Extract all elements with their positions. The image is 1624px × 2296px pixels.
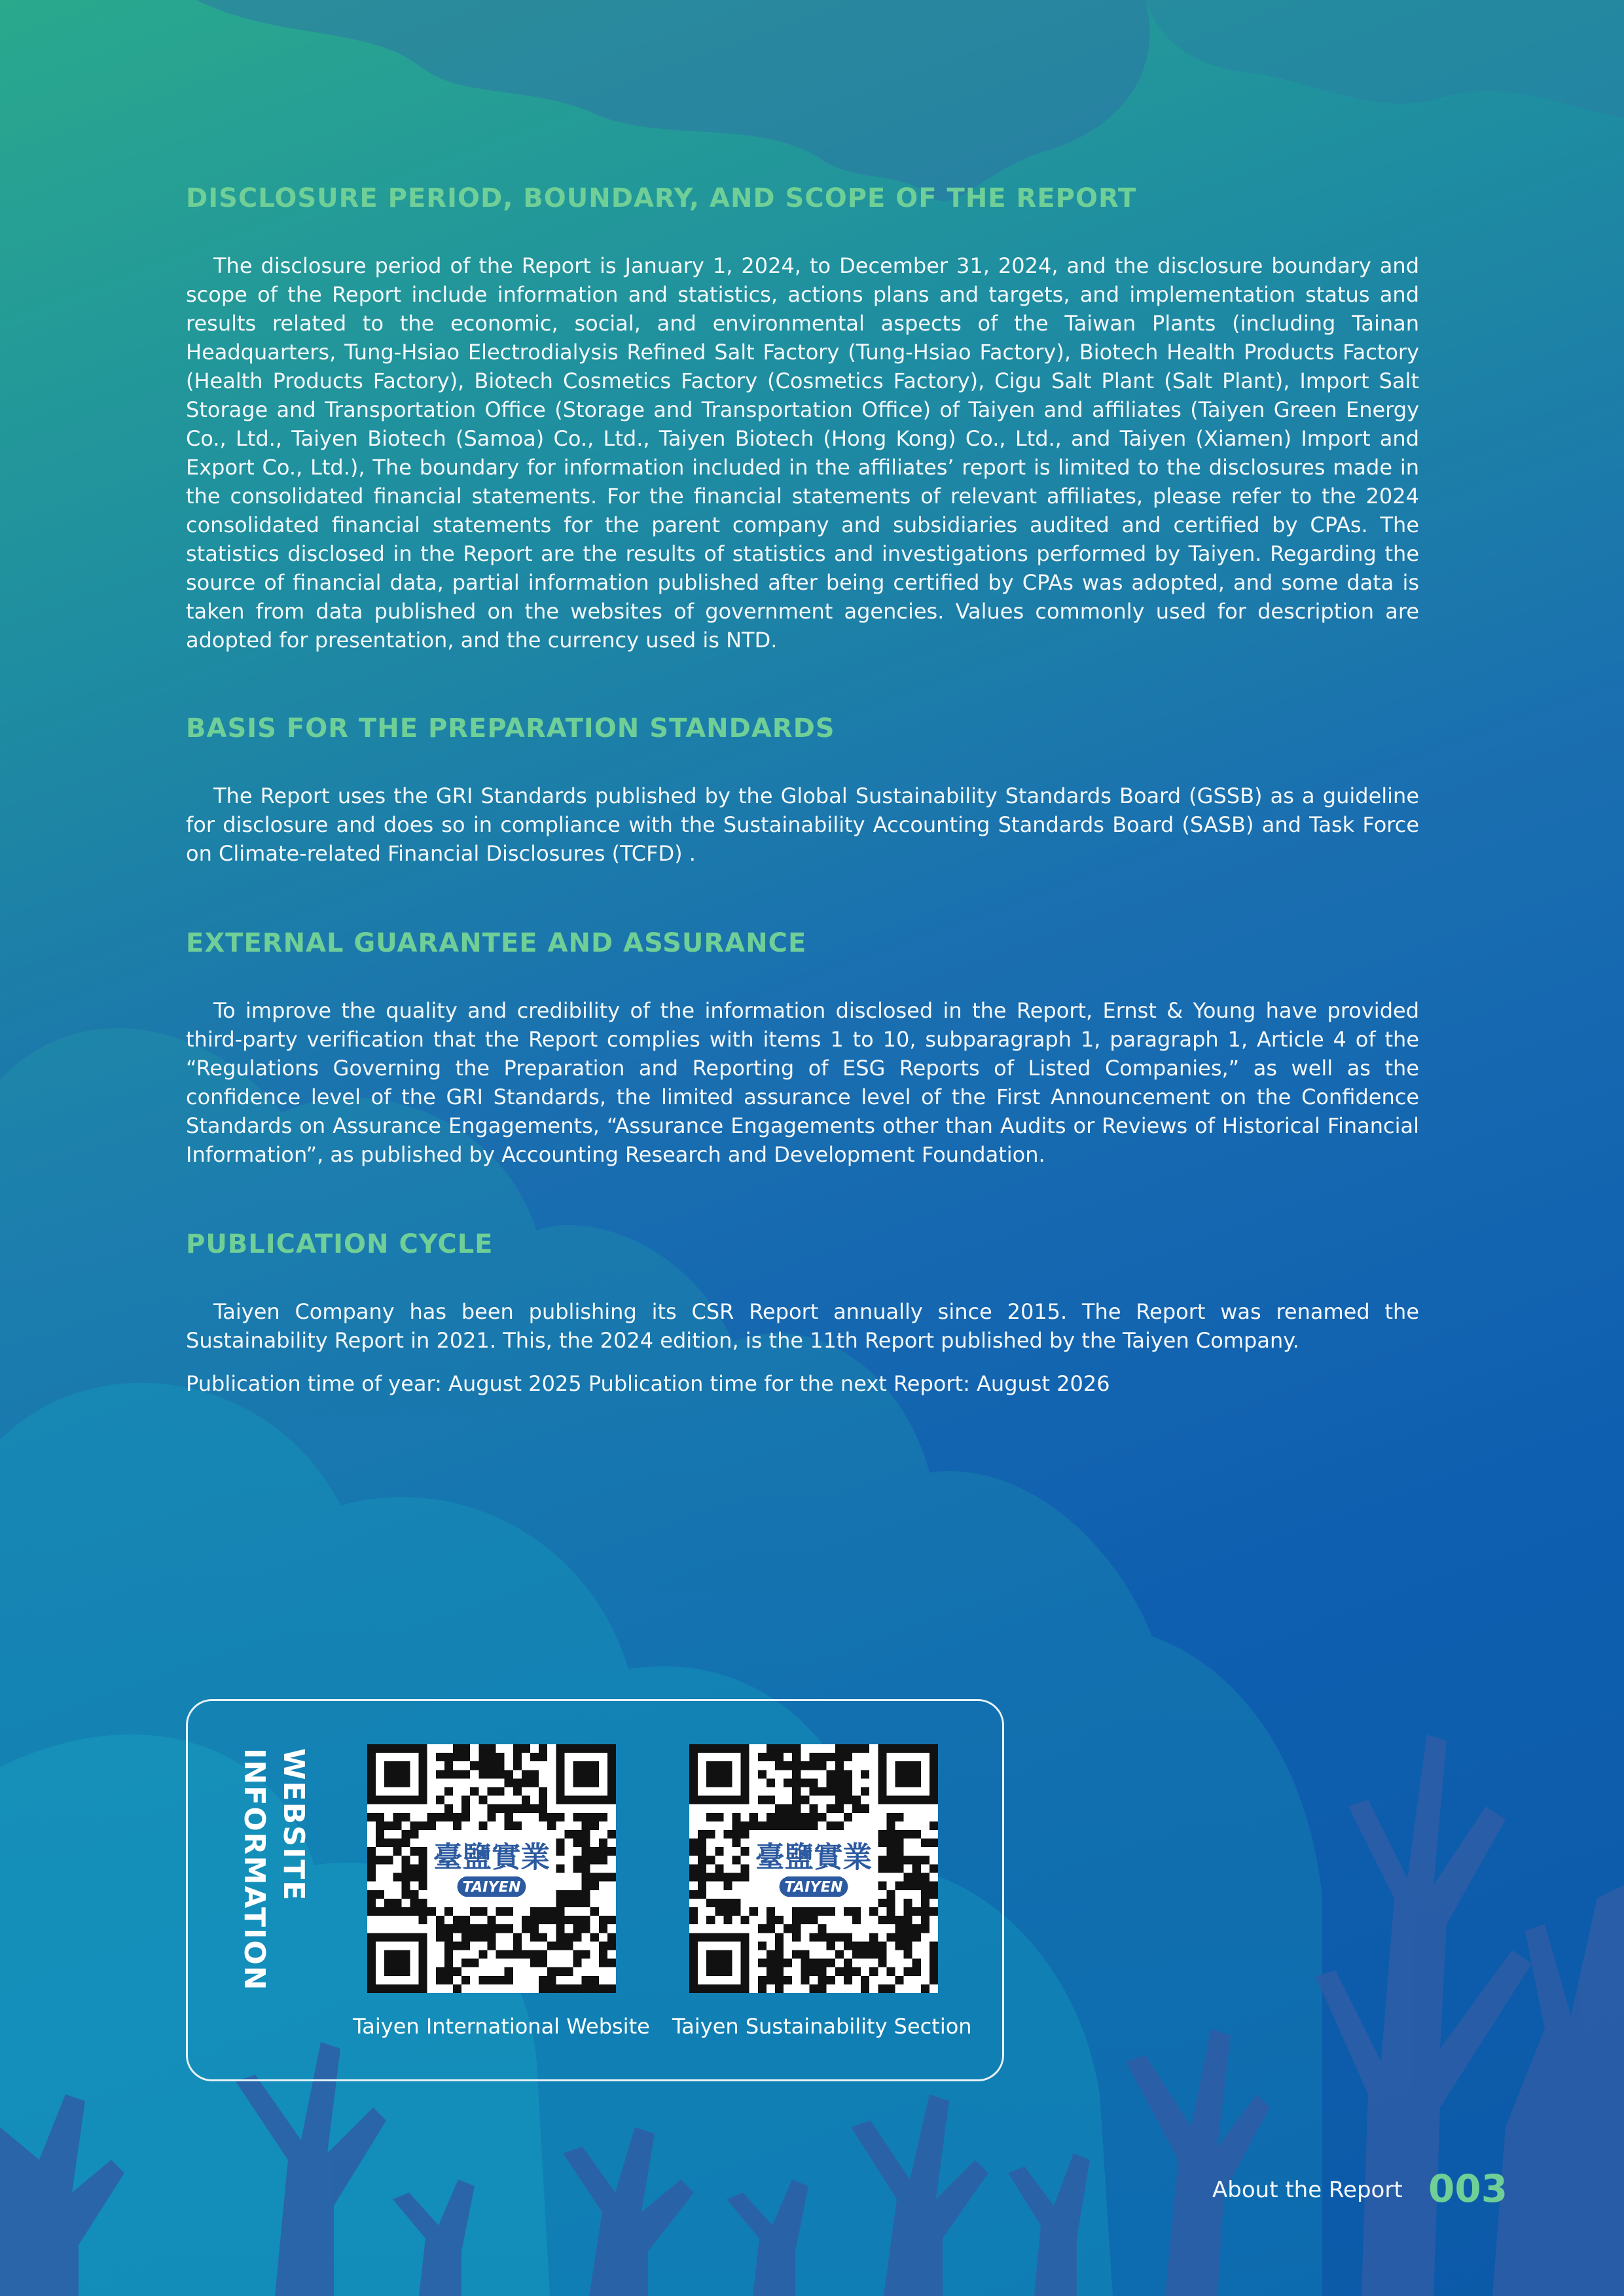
qr-code-icon[interactable] bbox=[689, 1744, 938, 1993]
page-number: 003 bbox=[1428, 2166, 1508, 2211]
qr-code-icon[interactable] bbox=[367, 1744, 616, 1993]
qr-label-sustainability-section[interactable]: Taiyen Sustainability Section bbox=[672, 2014, 972, 2039]
section-preparation-standards bbox=[186, 713, 1419, 868]
qr-logo-text: 臺鹽實業 bbox=[433, 1840, 550, 1874]
title-line-website: WEBSITE bbox=[277, 1748, 310, 1902]
section-heading: PUBLICATION CYCLE bbox=[186, 1229, 494, 1259]
website-information-title bbox=[238, 1748, 316, 1992]
section-body: The Report uses the GRI Standards published by the Global Sustainability Standards Board (GSSB) as a guideline for disclosure and does so in compliance with the Sustainability Accounting Standards Board (SASB) and Task Force on Climate-related Financial Disclosures (TCFD) . bbox=[186, 783, 1419, 866]
section-disclosure-period bbox=[186, 183, 1419, 655]
footer-section-label: About the Report bbox=[1212, 2177, 1403, 2203]
section-body: Taiyen Company has been publishing its CSR Report annually since 2015. The Report was renamed the Sustainability Report in 2021. This, the 2024 edition, is the 11th Report published by the Taiyen Company. bbox=[186, 1299, 1419, 1353]
title-line-information: INFORMATION bbox=[238, 1748, 271, 1992]
qr-logo-sub: TAIYEN bbox=[784, 1878, 843, 1896]
section-publication-cycle bbox=[186, 1229, 1419, 1398]
publication-time: Publication time of year: August 2025 Publication time for the next Report: August 2026 bbox=[186, 1371, 1110, 1396]
section-body: To improve the quality and credibility of the information disclosed in the Report, Ernst & Young have provided third-party verification that the Report complies with items 1 to 10, subparagraph 1, paragraph 1, Article 4 of the “Regulations Governing the Preparation and Reporting of ESG Reports of Listed Companies,” as well as the confidence level of the GRI Standards, the limited assurance level of the First Announcement on the Confidence Standards on Assurance Engagements, “Assurance Engagements other than Audits or Reviews of Historical Financial Information”, as published by Accounting Research and Development Foundation. bbox=[186, 998, 1419, 1167]
section-heading: BASIS FOR THE PREPARATION STANDARDS bbox=[186, 713, 835, 744]
section-external-assurance bbox=[186, 928, 1419, 1169]
section-heading: EXTERNAL GUARANTEE AND ASSURANCE bbox=[186, 928, 807, 958]
section-heading: DISCLOSURE PERIOD, BOUNDARY, AND SCOPE OF THE REPORT bbox=[186, 183, 1137, 213]
website-information-box bbox=[186, 1699, 1004, 2081]
section-body: The disclosure period of the Report is January 1, 2024, to December 31, 2024, and the disclosure boundary and scope of the Report include information and statistics, actions plans and targets, and implementation status and results related to the economic, social, and environmental aspects of the Taiwan Plants (including Tainan Headquarters, Tung-Hsiao Electrodialysis Refined Salt Factory (Tung-Hsiao Factory), Biotech Health Products Factory (Health Products Factory), Biotech Cosmetics Factory (Cosmetics Factory), Cigu Salt Plant (Salt Plant), Import Salt Storage and Transportation Office (Storage and Transportation Office) of Taiyen and affiliates (Taiyen Green Energy Co., Ltd., Taiyen Biotech (Samoa) Co., Ltd., Taiyen Biotech (Hong Kong) Co., Ltd., and Taiyen (Xiamen) Import and Export Co., Ltd.), The boundary for information included in the affiliates’ report is limited to the disclosures made in the consolidated financial statements. For the financial statements of relevant affiliates, please refer to the 2024 consolidated financial statements for the parent company and subsidiaries audited and certified by CPAs. The statistics disclosed in the Report are the results of statistics and investigations performed by Taiyen. Regarding the source of financial data, partial information published after being certified by CPAs was adopted, and some data is taken from data published on the websites of government agencies. Values commonly used for description are adopted for presentation, and the currency used is NTD. bbox=[186, 253, 1419, 653]
qr-logo-text: 臺鹽實業 bbox=[755, 1840, 873, 1874]
qr-logo-sub: TAIYEN bbox=[462, 1878, 521, 1896]
qr-label-international-website[interactable]: Taiyen International Website bbox=[353, 2014, 650, 2039]
